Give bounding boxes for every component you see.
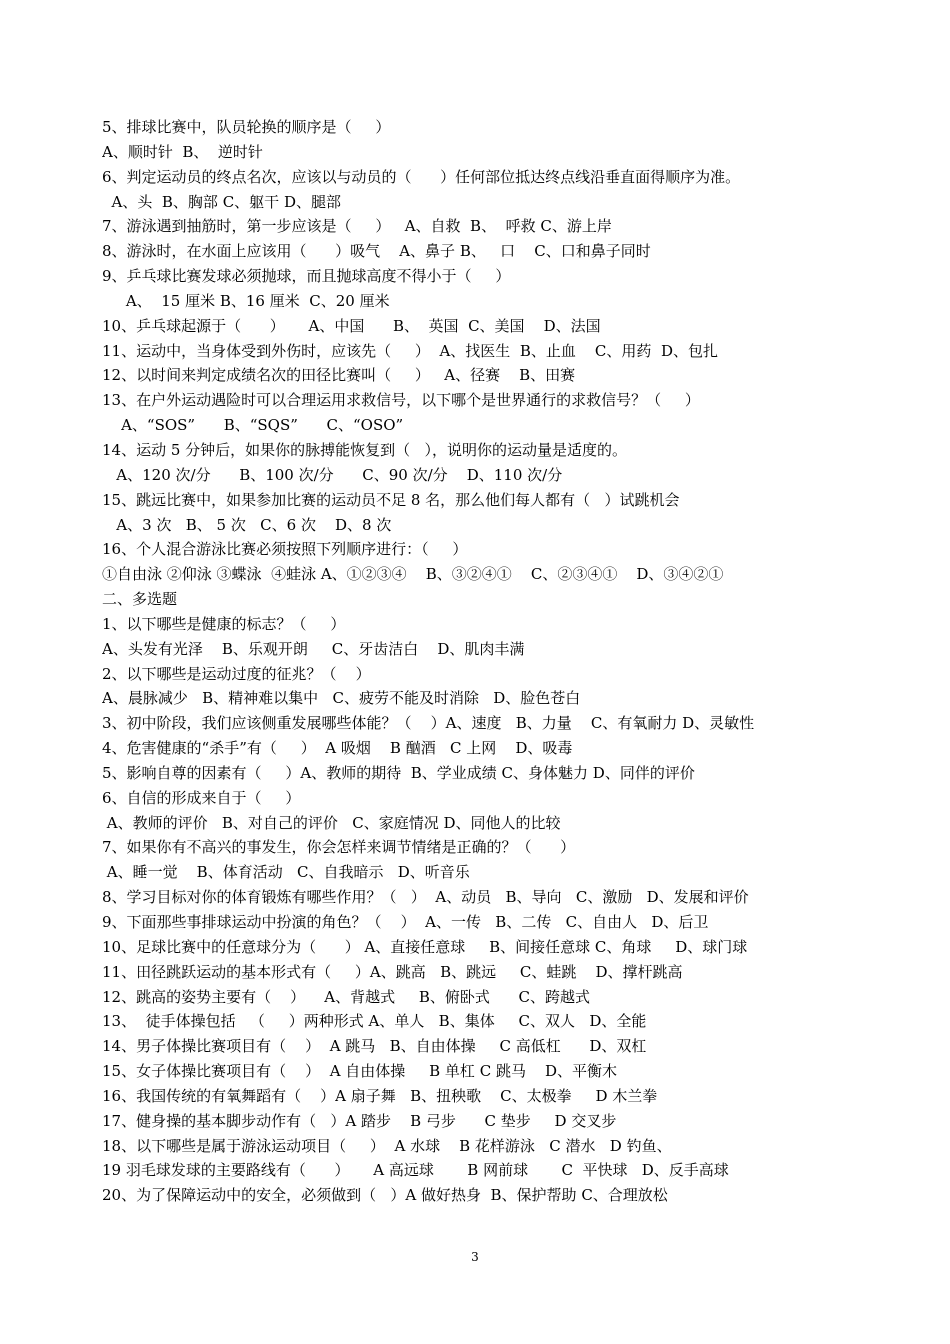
text-line: 14、男子体操比赛项目有（ ） A 跳马 B、自由体操 C 高低杠 D、双杠 xyxy=(102,1037,647,1056)
text-line: 12、跳高的姿势主要有（ ） A、背越式 B、俯卧式 C、跨越式 xyxy=(102,987,591,1006)
text-line: 11、运动中，当身体受到外伤时，应该先（ ） A、找医生 B、止血 C、用药 D、包扎 xyxy=(102,341,718,360)
text-line: 1、以下哪些是健康的标志？（ ） xyxy=(102,614,346,633)
text-line: 7、游泳遇到抽筋时，第一步应该是（ ） A、自救 B、 呼救 C、游上岸 xyxy=(102,217,612,236)
text-line: 10、足球比赛中的任意球分为（ ） A、直接任意球 B、间接任意球 C、角球 D、球门球 xyxy=(102,937,748,956)
text-line: A、头 B、胸部 C、躯干 D、腿部 xyxy=(102,192,341,211)
text-line: 20、为了保障运动中的安全，必须做到（ ）A 做好热身 B、保护帮助 C、合理放松 xyxy=(102,1186,668,1205)
text-line: 9、下面那些事排球运动中扮演的角色？（ ） A、一传 B、二传 C、自由人 D、后卫 xyxy=(102,913,709,931)
text-line: 17、健身操的基本脚步动作有（ ）A 踏步 B 弓步 C 垫步 D 交叉步 xyxy=(102,1111,617,1130)
text-line: 8、游泳时，在水面上应该用（ ）吸气 A、鼻子 B、 口 C、口和鼻子同时 xyxy=(102,242,651,261)
text-line: 16、个人混合游泳比赛必须按照下列顺序进行：（ ） xyxy=(102,540,468,559)
text-line: 15、女子体操比赛项目有（ ） A 自由体操 B 单杠 C 跳马 D、平衡木 xyxy=(102,1062,618,1081)
text-line: 12、以时间来判定成绩名次的田径比赛叫（ ） A、径赛 B、田赛 xyxy=(102,366,576,385)
text-line: ①自由泳 ②仰泳 ③蝶泳 ④蛙泳 A、①②③④ B、③②④① C、②③④① D、③④②① xyxy=(102,565,724,584)
text-line: A、顺时针 B、 逆时针 xyxy=(102,142,263,161)
text-line: 4、危害健康的“杀手”有（ ） A 吸烟 B 酗酒 C 上网 D、吸毒 xyxy=(102,739,573,758)
text-line: 10、乒乓球起源于（ ） A、中国 B、 英国 C、美国 D、法国 xyxy=(102,316,601,335)
text-line: 13、在户外运动遇险时可以合理运用求救信号，以下哪个是世界通行的求救信号？（ ） xyxy=(102,391,700,410)
text-line: A、头发有光泽 B、乐观开朗 C、牙齿洁白 D、肌肉丰满 xyxy=(102,639,525,658)
text-line: A、 15 厘米 B、16 厘米 C、20 厘米 xyxy=(102,291,390,310)
text-line: A、教师的评价 B、对自己的评价 C、家庭情况 D、同他人的比较 xyxy=(102,813,561,832)
text-line: A、“SOS” B、“SQS” C、“OSO” xyxy=(102,416,404,435)
text-line: 11、田径跳跃运动的基本形式有（ ）A、跳高 B、跳远 C、蛙跳 D、撑杆跳高 xyxy=(102,962,683,981)
text-line: A、3 次 B、 5 次 C、6 次 D、8 次 xyxy=(102,515,392,534)
text-line: 9、乒乓球比赛发球必须抛球，而且抛球高度不得小于（ ） xyxy=(102,267,511,286)
text-line: 7、如果你有不高兴的事发生，你会怎样来调节情绪是正确的？（ ） xyxy=(102,838,576,857)
text-line: 14、运动 5 分钟后，如果你的脉搏能恢复到（ ），说明你的运动量是适度的。 xyxy=(102,440,627,459)
text-line: 15、跳远比赛中，如果参加比赛的运动员不足 8 名，那么他们每人都有（ ）试跳机会 xyxy=(102,490,680,509)
page-number: 3 xyxy=(471,1250,479,1264)
text-line: 16、我国传统的有氧舞蹈有（ ）A 扇子舞 B、扭秧歌 C、太极拳 D 木兰拳 xyxy=(102,1086,658,1105)
text-line: A、晨脉减少 B、精神难以集中 C、疲劳不能及时消除 D、脸色苍白 xyxy=(102,689,581,708)
text-line: 5、影响自尊的因素有（ ）A、教师的期待 B、学业成绩 C、身体魅力 D、同伴的评价 xyxy=(102,763,695,782)
text-line: A、120 次/分 B、100 次/分 C、90 次/分 D、110 次/分 xyxy=(102,465,563,484)
text-line: 18、以下哪些是属于游泳运动项目（ ） A 水球 B 花样游泳 C 潜水 D 钓鱼、 xyxy=(102,1136,672,1155)
text-line: 二、多选题 xyxy=(102,590,178,609)
text-line: 6、判定运动员的终点名次，应该以与动员的（ ）任何部位抵达终点线沿垂直面得顺序为准。 xyxy=(102,167,741,186)
text-line: 5、排球比赛中，队员轮换的顺序是（ ） xyxy=(102,118,391,136)
text-line: 2、以下哪些是运动过度的征兆？（ ） xyxy=(102,664,371,683)
text-line: 19 羽毛球发球的主要路线有（ ） A 高远球 B 网前球 C 平快球 D、反手高球 xyxy=(102,1161,729,1180)
text-line: 8、学习目标对你的体育锻炼有哪些作用？（ ） A、动员 B、导向 C、激励 D、发展和评价 xyxy=(102,888,749,907)
text-line: 13、 徒手体操包括 （ ）两种形式 A、单人 B、集体 C、双人 D、全能 xyxy=(102,1012,647,1031)
text-line: 3、初中阶段，我们应该侧重发展哪些体能？（ ）A、速度 B、力量 C、有氧耐力 D、灵敏性 xyxy=(102,714,755,733)
document-body xyxy=(102,115,862,1208)
text-line: 6、自信的形成来自于（ ） xyxy=(102,788,301,807)
text-line: A、睡一觉 B、体育活动 C、自我暗示 D、听音乐 xyxy=(102,863,470,882)
